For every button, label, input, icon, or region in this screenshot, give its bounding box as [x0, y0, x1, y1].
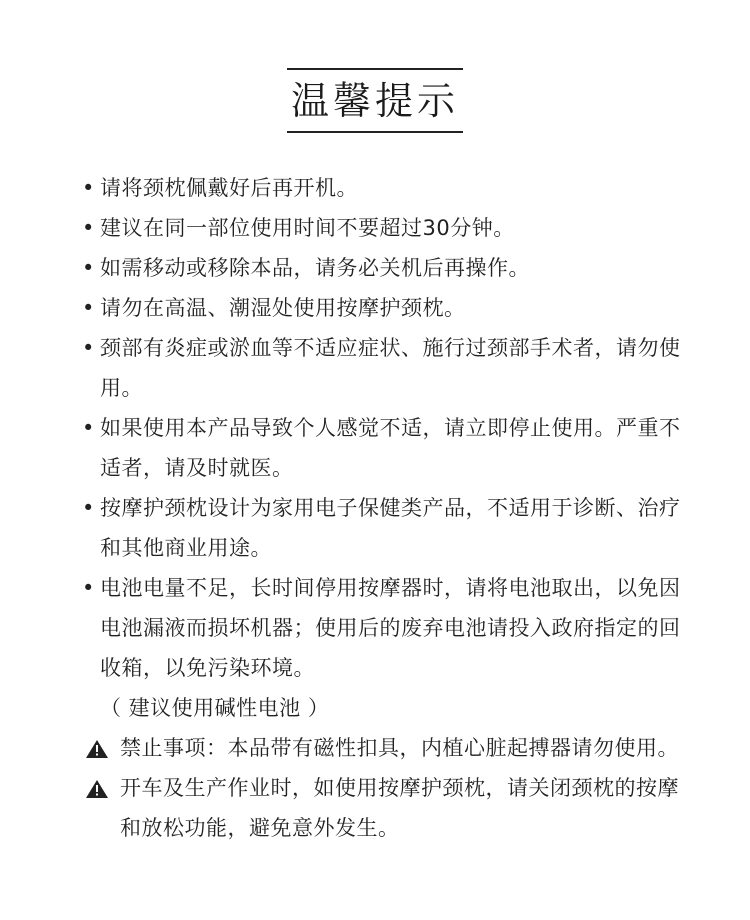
warning-triangle-icon	[86, 780, 108, 798]
bullet: •	[82, 336, 95, 360]
battery-note: （ 建议使用碱性电池 ）	[100, 696, 330, 720]
page-title: 温馨提示	[287, 68, 463, 133]
list-item	[82, 488, 682, 568]
warning-text: 开车及生产作业时，如使用按摩护颈枕，请关闭颈枕的按摩和放松功能，避免意外发生。	[120, 776, 679, 840]
title-wrap	[0, 68, 750, 133]
bullet: •	[82, 216, 95, 240]
list-item-text: 电池电量不足，长时间停用按摩器时，请将电池取出，以免因电池漏液而损坏机器；使用后的废弃电池请投入政府指定的回收箱，以免污染环境。	[100, 576, 681, 680]
bullet: •	[82, 176, 95, 200]
list-item	[82, 248, 682, 288]
warning-text: 禁止事项：本品带有磁性扣具，内植心脏起搏器请勿使用。	[120, 736, 679, 760]
list-item	[82, 288, 682, 328]
list-item	[82, 208, 682, 248]
bullet: •	[82, 496, 95, 520]
list-item-text: 建议在同一部位使用时间不要超过30分钟。	[100, 216, 515, 240]
list-item	[82, 328, 682, 408]
warning-triangle-icon	[86, 740, 108, 758]
bullet: •	[82, 296, 95, 320]
list-item-text: 颈部有炎症或淤血等不适应症状、施行过颈部手术者，请勿使用。	[100, 336, 681, 400]
list-item	[82, 168, 682, 208]
list-item-text: 按摩护颈枕设计为家用电子保健类产品，不适用于诊断、治疗和其他商业用途。	[100, 496, 681, 560]
bullet: •	[82, 256, 95, 280]
list-item-text: 如需移动或移除本品，请务必关机后再操作。	[100, 256, 530, 280]
list-item-text: 请勿在高温、潮湿处使用按摩护颈枕。	[100, 296, 466, 320]
list-item	[82, 408, 682, 488]
warning-item	[82, 728, 682, 768]
bullet: •	[82, 576, 95, 600]
tips-list	[82, 168, 682, 848]
bullet: •	[82, 416, 95, 440]
list-item-text: 如果使用本产品导致个人感觉不适，请立即停止使用。严重不适者，请及时就医。	[100, 416, 681, 480]
list-item	[82, 568, 682, 688]
warning-item	[82, 768, 682, 848]
list-item-text: 请将颈枕佩戴好后再开机。	[100, 176, 358, 200]
